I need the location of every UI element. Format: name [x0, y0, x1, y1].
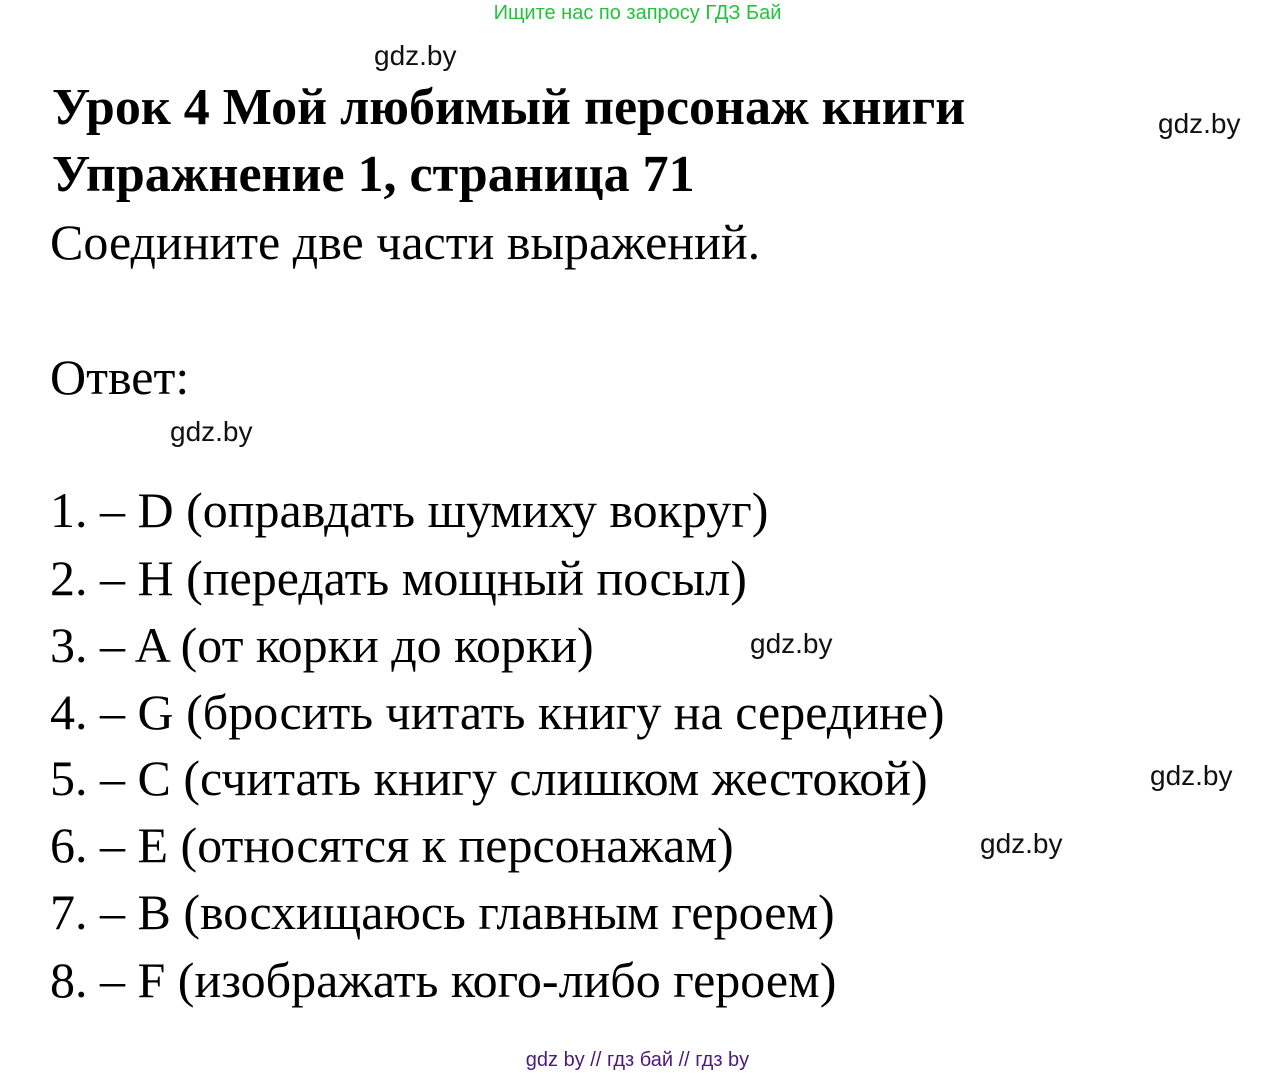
- watermark: gdz.by: [750, 628, 833, 659]
- exercise-title: Упражнение 1, страница 71: [52, 146, 695, 203]
- footer-links[interactable]: gdz by // гдз бай // гдз by: [525, 1049, 750, 1071]
- answer-item: 3. – A (от корки до корки): [50, 617, 594, 673]
- answer-item: 5. – C (считать книгу слишком жестокой): [50, 750, 928, 806]
- answer-item: 7. – B (восхищаюсь главным героем): [50, 884, 835, 940]
- instruction: Соедините две части выражений.: [50, 214, 761, 270]
- answer-item: 8. – F (изображать кого-либо героем): [50, 952, 837, 1008]
- watermark: gdz.by: [980, 828, 1063, 859]
- lesson-title: Урок 4 Мой любимый персонаж книги: [52, 79, 966, 136]
- answer-item: 4. – G (бросить читать книгу на середине): [50, 684, 945, 740]
- answer-label: Ответ:: [50, 349, 190, 405]
- answer-item: 1. – D (оправдать шумиху вокруг): [50, 482, 769, 538]
- watermark: gdz.by: [1158, 108, 1241, 139]
- watermark: gdz.by: [374, 40, 457, 71]
- answer-item: 6. – E (относятся к персонажам): [50, 817, 734, 873]
- watermark: gdz.by: [170, 416, 253, 447]
- watermark: gdz.by: [1150, 760, 1233, 791]
- answer-item: 2. – H (передать мощный посыл): [50, 550, 747, 606]
- search-banner[interactable]: Ищите нас по запросу ГДЗ Бай: [493, 2, 782, 24]
